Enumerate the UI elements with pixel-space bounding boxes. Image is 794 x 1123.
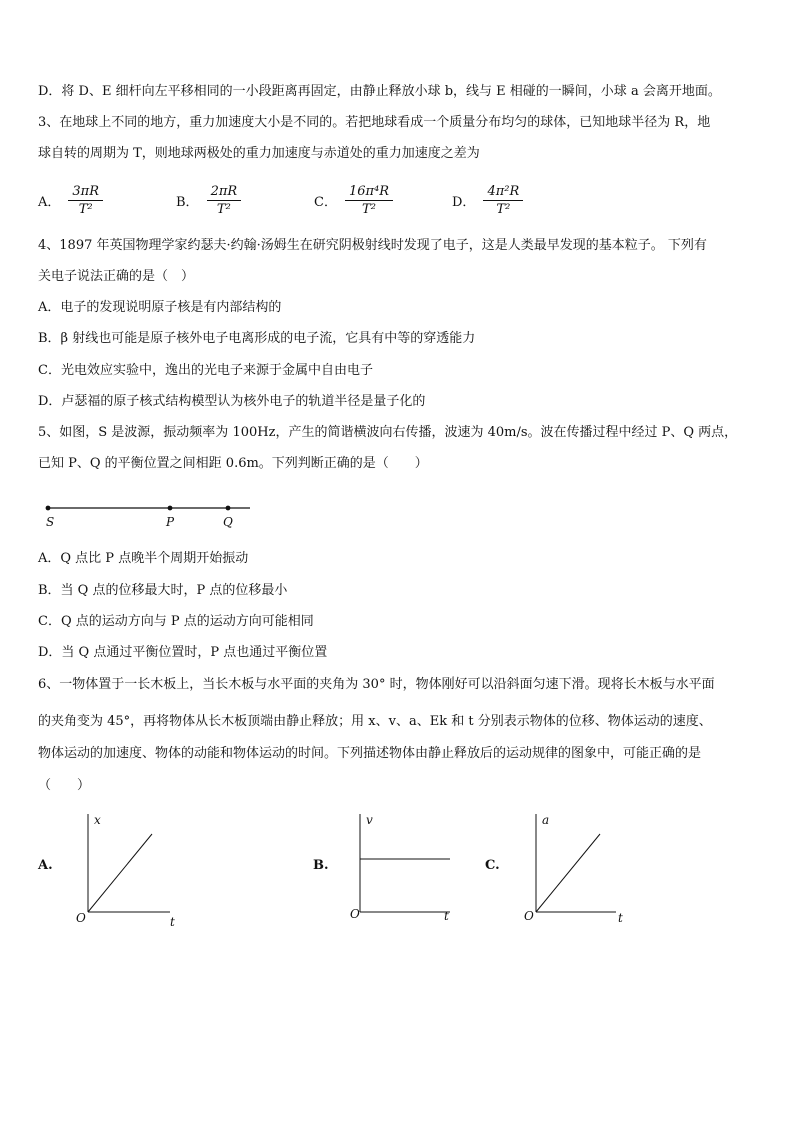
origin-label: O: [350, 907, 360, 921]
denominator: T²: [78, 201, 93, 217]
q6-stem-line4: （ ）: [38, 778, 91, 793]
graph-b-label[interactable]: B.: [313, 858, 329, 873]
option-label: A．: [38, 194, 61, 210]
denominator: T²: [216, 201, 231, 217]
graph-a-label[interactable]: A.: [38, 858, 53, 873]
q5-option-c[interactable]: C．Q 点的运动方向与 P 点的运动方向可能相同: [38, 614, 314, 629]
option-label: B．: [176, 194, 199, 210]
wave-diagram: [38, 500, 268, 534]
numerator: 4π²R: [483, 183, 523, 201]
numerator: 3πR: [68, 183, 103, 201]
x-axis-label: t: [170, 915, 175, 928]
origin-label: O: [524, 909, 534, 923]
q6-stem-line2: 的夹角变为 45°，再将物体从长木板顶端由静止释放；用 x、v、a、Ek 和 t 分别表示物体的位移、物体运动的速度、: [38, 714, 712, 729]
q3-stem-line1: 3、在地球上不同的地方，重力加速度大小是不同的。若把地球看成一个质量分布均匀的球体，已知地球半径为 R，地: [38, 115, 711, 130]
numerator: 16π⁴R: [345, 183, 393, 201]
q5-stem-line1: 5、如图，S 是波源，振动频率为 100Hz，产生的简谐横波向右传播，波速为 40m/s。波在传播过程中经过 P、Q 两点，: [38, 425, 738, 440]
q3-option-d[interactable]: [452, 178, 523, 222]
y-axis-label: a: [542, 813, 550, 827]
q6-stem-line1: 6、一物体置于一长木板上，当长木板与水平面的夹角为 30° 时，物体刚好可以沿斜面匀速下滑。现将长木板与水平面: [38, 677, 715, 692]
label-p: P: [166, 515, 175, 529]
q3-option-b[interactable]: [176, 178, 241, 222]
option-label: D．: [452, 194, 476, 210]
label-s: S: [46, 515, 55, 529]
graph-c-a-t: [520, 808, 660, 928]
denominator: T²: [362, 201, 376, 217]
graph-a-x-t: [72, 808, 212, 928]
q4-option-a[interactable]: A．电子的发现说明原子核是有内部结构的: [38, 300, 282, 315]
q5-stem-line2: 已知 P、Q 的平衡位置之间相距 0.6m。下列判断正确的是（ ）: [38, 456, 428, 471]
plot-line: [536, 834, 600, 912]
option-label: C．: [314, 194, 337, 210]
q4-option-b[interactable]: B．β 射线也可能是原子核外电子电离形成的电子流，它具有中等的穿透能力: [38, 331, 476, 346]
graph-b-v-t: [346, 808, 486, 928]
fraction: [483, 183, 523, 218]
q3-stem-line2: 球自转的周期为 T，则地球两极处的重力加速度与赤道处的重力加速度之差为: [38, 146, 480, 161]
source-point-s: [46, 506, 51, 511]
q4-option-c[interactable]: C．光电效应实验中，逸出的光电子来源于金属中自由电子: [38, 363, 373, 378]
q3-option-c[interactable]: [314, 178, 393, 222]
denominator: T²: [496, 201, 511, 217]
numerator: 2πR: [207, 183, 242, 201]
q4-stem-line1: 4、1897 年英国物理学家约瑟夫·约翰·汤姆生在研究阴极射线时发现了电子，这是人类最早发现的基本粒子。 下列有: [38, 238, 707, 253]
graph-c-label[interactable]: C.: [485, 858, 500, 873]
y-axis-label: v: [366, 813, 373, 827]
q5-option-a[interactable]: A．Q 点比 P 点晚半个周期开始振动: [38, 551, 249, 566]
q5-option-b[interactable]: B．当 Q 点的位移最大时，P 点的位移最小: [38, 583, 288, 598]
q5-option-d[interactable]: D．当 Q 点通过平衡位置时，P 点也通过平衡位置: [38, 645, 328, 660]
q4-stem-line2: 关电子说法正确的是（ ）: [38, 269, 195, 284]
q3-options: [38, 178, 758, 222]
q4-option-d[interactable]: D．卢瑟福的原子核式结构模型认为核外电子的轨道半径是量子化的: [38, 394, 426, 409]
point-p: [168, 506, 173, 511]
label-q: Q: [223, 515, 233, 529]
fraction: [345, 183, 393, 218]
q2-option-d: D．将 D、E 细杆向左平移相同的一小段距离再固定，由静止释放小球 b，线与 E 相碰的一瞬间，小球 a 会离开地面。: [38, 84, 721, 99]
origin-label: O: [76, 911, 86, 925]
plot-line: [88, 834, 152, 912]
fraction: [68, 183, 103, 218]
q3-option-a[interactable]: [38, 178, 103, 222]
q6-stem-line3: 物体运动的加速度、物体的动能和物体运动的时间。下列描述物体由静止释放后的运动规律的图象中，可能正确的是: [38, 746, 702, 761]
x-axis-label: t: [444, 909, 449, 923]
point-q: [226, 506, 231, 511]
fraction: [207, 183, 242, 218]
y-axis-label: x: [94, 813, 101, 827]
x-axis-label: t: [618, 911, 623, 925]
